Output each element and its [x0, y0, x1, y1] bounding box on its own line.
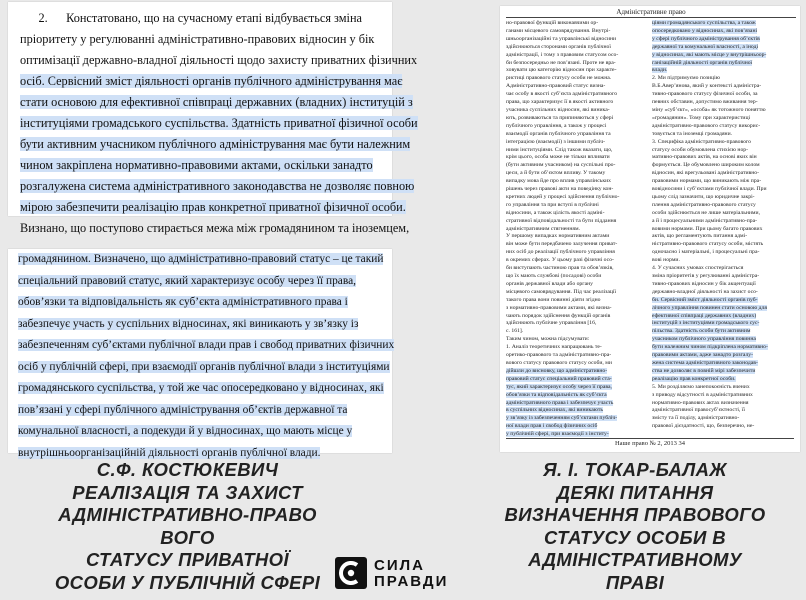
text-line: СТАТУСУ ПРИВАТНОЇ [86, 549, 289, 570]
excerpt-text [18, 249, 395, 464]
text-line [652, 305, 794, 313]
text-line [652, 352, 794, 360]
highlighted-text: розгалужена система адміністративного законодавства не дозволяє повною [20, 179, 415, 193]
text-line [652, 67, 794, 75]
page-header: Адміністративне право [506, 8, 796, 18]
text-line: Я. І. ТОКАР-БАЛАЖ [543, 459, 727, 480]
text-line: з нормативно-правовими актами, які визна- [506, 304, 612, 311]
text-line: РЕАЛІЗАЦІЯ ТА ЗАХИСТ [72, 481, 303, 503]
text-line: цьому слід зазначити, що юридичне закрі- [652, 193, 755, 200]
text-line: в окремих сферах. У цьому разі фізичні осо- [506, 257, 614, 264]
text-line [652, 297, 794, 305]
text-line [20, 113, 418, 134]
text-line: би виступають частиною прав та обов’язків, [506, 265, 614, 272]
highlighted-text: жена система адміністративного законодав- [652, 359, 758, 366]
text-line: Визнано, що поступово стирається межа між громадянином та іноземцем, [20, 221, 410, 235]
highlighted-text: ганізаційній діяльності органів публічної [652, 59, 753, 66]
text-line [652, 60, 794, 68]
text-line: с. 161]. [506, 328, 524, 335]
text-line [506, 368, 648, 376]
highlighted-text: стати основою для ефективної співпраці державних (владних) інституцій з [20, 95, 413, 109]
text-line: ВОГО [160, 526, 215, 548]
highlighted-text: чином закріплена нормативно-правовими актами, оскільки занадто [20, 158, 373, 172]
text-line: рішень через правові акти на поведінку кон- [506, 186, 614, 193]
text-line: статусу особи обумовлена стихією нор- [652, 146, 749, 153]
text-line: змісту та її поділу, адміністративно- [652, 415, 740, 422]
text-line [652, 52, 794, 60]
text-line: що їх мають службові (посадові) особи [506, 273, 602, 279]
highlighted-text: пов’язані у сфері публічного адміністрування об’єктів державної та [18, 403, 348, 416]
highlighted-text: правовий статус спеціальний правовий ста- [506, 375, 612, 382]
highlighted-text: забезпеченням суб’єктами публічної влади прав і свобод приватних фізичних [18, 339, 395, 351]
text-line: зміна пріоритетів у регулюванні адміністра- [652, 273, 760, 279]
text-line: С.Ф. КОСТЮКЕВИЧ [96, 459, 279, 480]
text-line: такого права вони повинні діяти згідно [506, 296, 601, 303]
text-line: СТАТУСУ ОСОБИ В [544, 526, 726, 548]
text-line: крім цього, особа може не тільки впливати [506, 154, 610, 161]
highlighted-text: внутрішньоорганізаційній діяльності органів публічної влади. [18, 446, 321, 459]
text-line: мативно-правових актів, на основі яких він [652, 154, 757, 161]
highlighted-text: у публічній сфері, при взаємодії з інститу- [506, 431, 609, 438]
highlighted-text: ефективної співпраці державних (владних) [652, 312, 757, 319]
text-line: оретико-правового та адміністративно-пра- [506, 352, 612, 359]
text-line [652, 44, 794, 52]
text-line: адміністрації, і тому з правовим статусом осо- [506, 51, 619, 58]
text-line: вові норми. [652, 257, 680, 264]
text-line: би безпосередньо не пов’язані. Проте не вра- [506, 59, 616, 66]
text-line [652, 336, 794, 344]
highlighted-text: осіб. Сервісний зміст діяльності органів публічного адміністрування має [20, 74, 403, 88]
highlighted-text: інституціями громадського суспільства. Здатність приватної фізичної особи [20, 116, 418, 130]
text-line: ВИЗНАЧЕННЯ ПРАВОВОГО [504, 504, 766, 525]
text-line: вового статусу правового статусу особи, ми [506, 359, 612, 366]
text-line: В.Б.Авер’янова, який у контексті адміністра- [652, 83, 762, 90]
highlighted-text: опосередковано у відносинах, які пов’язані [652, 27, 758, 34]
text-line [506, 376, 648, 384]
text-line [652, 36, 794, 44]
text-line: публічного управління, а також у процесі [506, 122, 607, 129]
text-line: адміністративно-правового статусу викорис- [652, 122, 761, 129]
highlighted-text: інституцій з інституціями громадського сус- [652, 320, 760, 327]
highlighted-text: ства не дозволяє в повній мірі забезпечити [652, 367, 756, 374]
text-line: го управління та при вступі в публічні [506, 201, 599, 208]
text-line: ністративно-правового статусу особи, містять [652, 241, 764, 248]
text-line [20, 155, 382, 176]
highlighted-text: влади. [652, 67, 668, 74]
highlighted-text: дійшли до висновку, що адміністративно- [506, 367, 608, 374]
text-line: шньоорганізаційні та управлінські відносини [506, 35, 617, 42]
text-line [18, 378, 384, 400]
text-line: кретних людей у процесі здійснення публічно- [506, 193, 620, 200]
text-line [18, 357, 390, 379]
caption-left [10, 459, 365, 594]
text-line: ють, розвиваються та припиняються у сфері [506, 114, 614, 121]
highlighted-text: у зв’язку із забезпеченням суб’єктами публіч- [506, 415, 618, 422]
text-line: Таким чином, можна підсумувати: [506, 336, 590, 343]
dissertation-excerpt-bottom [8, 249, 395, 459]
text-line: відносини, а також цілість якості адміні- [506, 209, 605, 216]
highlighted-text: державної та комунальної власності, а іноді [652, 43, 759, 50]
text-line: ПРАВІ [605, 571, 665, 593]
highlighted-text: комунальної власності, а подекуди й у відносинах, що мають місце у [18, 425, 353, 437]
highlighted-text: бути активним учасником публічного адміністрування має бути належним [20, 137, 411, 151]
highlighted-text: ної влади прав і свобод фізичних осіб [506, 423, 598, 430]
text-line [506, 423, 648, 431]
text-line: нормативно-правових актах визначення [652, 399, 749, 406]
highlighted-text: ціями громадянського суспільства, а також [652, 20, 756, 26]
highlighted-text: би. Сервісний зміст діяльності органів пуб- [652, 296, 758, 303]
text-line: пріоритету у регулюванні адміністративно-правових відносин у бік [20, 32, 375, 46]
highlighted-text: в суспільних відносинах, які виникають [506, 407, 603, 414]
text-line [18, 400, 384, 422]
text-line: ДЕЯКІ ПИТАННЯ [556, 481, 714, 503]
text-line [652, 360, 794, 368]
text-line: державно-владної діяльності на захист осо- [652, 288, 758, 295]
text-line: 3. Специфіка адміністративно-правового [652, 138, 751, 145]
text-line [20, 92, 413, 113]
text-line [506, 392, 648, 400]
highlighted-text: реалізацію прав конкретної особи. [652, 375, 736, 382]
excerpt-text [20, 8, 418, 239]
text-line: ганами місцевого самоврядування. Внутрі- [506, 27, 611, 34]
text-line [18, 421, 384, 443]
highlighted-text: обов’язки та відповідальність як суб’єкта [506, 391, 607, 398]
text-line [18, 292, 384, 314]
logo-mark-icon [335, 557, 367, 589]
text-line [652, 20, 794, 28]
highlighted-text: у відносинах, які мають місце у внутрішньоор- [652, 51, 767, 58]
text-line: інтеграцією (взаємодії) з іншими публіч- [506, 138, 606, 145]
text-line [18, 249, 384, 271]
highlighted-text: бути належним чином підкріплена нормативно- [652, 344, 768, 351]
text-line [506, 400, 648, 408]
text-line: «громадянин». Тому при характеристиці [652, 114, 751, 121]
journal-article-page [500, 6, 800, 452]
text-line: відносин, які врегульовані адміністративно- [652, 170, 759, 177]
text-line [18, 335, 395, 357]
text-line: 5. Ми розділяємо занепокоєність вчених [652, 383, 750, 390]
dissertation-excerpt-top [8, 2, 418, 235]
text-line [506, 384, 648, 392]
text-line: 4. У сучасних умовах спостерігається [652, 265, 744, 272]
highlighted-text: осіб у публічній сфері, при взаємодії органів публічної влади з інституціями [18, 360, 390, 373]
text-line: 2. Ми підтримуємо позицію [652, 75, 720, 82]
highlighted-text: лічного управління повинен стати основою для [652, 304, 767, 311]
text-line: товується та іноземці громадяни. [652, 130, 733, 137]
text-line: но-правової функцій виконавчими ор- [506, 20, 599, 26]
text-line: ристиці правового статусу особи не можна. [506, 75, 612, 82]
text-line [652, 344, 794, 352]
text-line: чає особу в якості суб’єкта адміністративного [506, 91, 618, 98]
text-line: Адміністративно-правовий статус визна- [506, 83, 606, 90]
highlighted-text: тус, який характеризує особу через її права, [506, 383, 612, 390]
highlighted-text: громадянського суспільства, у той же час опосередковано у відносинах, які [18, 382, 384, 394]
text-line: правовими нормами, що виникають між пра- [652, 178, 762, 185]
text-line: одночасно і матеріальні, і процесуальні пра- [652, 249, 760, 256]
text-line [18, 271, 384, 293]
caption-right [470, 459, 800, 594]
text-line: 1. Аналіз теоретичних напрацювань те- [506, 344, 602, 351]
text-line: здійснюються сторонами органів публічної [506, 43, 611, 50]
page-footer: Наше право № 2, 2013 34 [506, 438, 794, 447]
text-line: стративної відповідальності та бути піддання [506, 217, 617, 224]
text-line: вовідносини і суб’єктами публічної влади. При [652, 186, 767, 193]
text-line: певних обставин, допустимо вживання тер- [652, 99, 758, 106]
text-line [652, 368, 794, 376]
text-line: плення адміністративно-правового статусу [652, 201, 756, 208]
text-line: учасника суспільних відносин, які виника- [506, 106, 610, 113]
text-line: (бути активним учасником) на суспільні про- [506, 162, 616, 169]
text-line: права, що характеризує її в якості активного [506, 99, 614, 106]
highlighted-text: пільства. Здатність особи бути активним [652, 328, 751, 335]
text-line: актів, що регламентують питання адмі- [652, 233, 748, 240]
highlighted-text: спеціальний правовий статус, який характеризує особу через її права, [18, 274, 356, 287]
highlighted-text: правовими актами, адже занадто розгалу- [652, 352, 754, 359]
logo-text-line1: СИЛА [374, 557, 425, 574]
text-line: взаємодії органів публічного управління та [506, 130, 611, 137]
text-line: цеси, а й бути об’єктом впливу. У такому [506, 170, 606, 177]
text-line: АДМІНІСТРАТИВНО-ПРАВО [58, 504, 317, 525]
highlighted-text: учасником публічного управління повинна [652, 336, 756, 343]
highlighted-text: громадянином. Визначено, що адміністративно-правовий статус – це такий [18, 253, 384, 265]
highlighted-text: обов’язки та відповідальність як суб’єкта адміністративного права і [18, 296, 348, 308]
text-line: ОСОБИ У ПУБЛІЧНІЙ СФЕРІ [54, 571, 321, 593]
text-line [652, 376, 794, 384]
text-line [20, 71, 403, 92]
text-line: формується. Це обумовлено широким колом [652, 162, 760, 169]
text-line [652, 28, 794, 36]
right-column [652, 20, 794, 431]
text-line: У першому випадках нормативним актами [506, 233, 610, 240]
sila-pravdy-logo [335, 555, 475, 595]
text-line: правової дієздатності, що, безперечно, не- [652, 423, 755, 430]
text-line: оптимізації державно-владної діяльності щодо захисту приватних фізичних [20, 53, 418, 67]
text-line: міну «суб’єкт», «особа» як тотожного поняттю [652, 106, 766, 113]
text-line: чають порядок здійснення функцій органів [506, 312, 611, 319]
text-line [18, 314, 384, 336]
text-line [20, 134, 411, 155]
text-line: органів державної влади або органу [506, 280, 594, 287]
highlighted-text: адміністративного права і забезпечує участь [506, 399, 614, 406]
text-line: адміністративним стягненням. [506, 225, 581, 232]
text-line: ховувати цю категорію відносин при характе- [506, 67, 617, 74]
highlighted-text: мірою забезпечити реалізацію прав конкретної приватної фізичної особи. [20, 200, 406, 214]
text-line: особи здійснюється не лише матеріальними, [652, 209, 761, 216]
text-line: вовими нормами. При цьому багато правових [652, 225, 763, 232]
text-line: тивно-правових відносин у бік акцентуації [652, 280, 756, 287]
text-line [20, 197, 406, 218]
text-line: здійснюють публічне управління [16, [506, 320, 597, 327]
text-line: тивно-правового статусу фізичної особи, за [652, 91, 758, 98]
text-line [20, 176, 415, 197]
text-line: місцевого самоврядування. Під час реалізації [506, 288, 617, 295]
text-line: а й і процесуальними адміністративно-пра- [652, 217, 758, 224]
text-line: ними інституціями. Слід також вказати, що, [506, 146, 613, 153]
logo-text-line2: ПРАВДИ [374, 573, 449, 590]
text-line: них осіб до реалізації публічного управління [506, 249, 615, 256]
text-line: випадку мова йде про вплив управлінських [506, 178, 611, 185]
text-line: з приводу відсутності в адміністративних [652, 391, 753, 398]
highlighted-text: забезпечує участь у суспільних відносинах, які виникають у зв’язку із [18, 317, 359, 330]
text-line: АДМІНІСТРАТИВНОМУ [528, 549, 742, 570]
text-line: він може бути передбачено залучення приват- [506, 241, 618, 248]
highlighted-text: у сфері публічного адміністрування об’єктів [652, 35, 760, 42]
left-column [506, 20, 648, 439]
text-line: адміністративної правосуб’єктності, її [652, 407, 745, 414]
text-line: 2. Констатовано, що на сучасному етапі відбувається зміна [20, 11, 362, 25]
